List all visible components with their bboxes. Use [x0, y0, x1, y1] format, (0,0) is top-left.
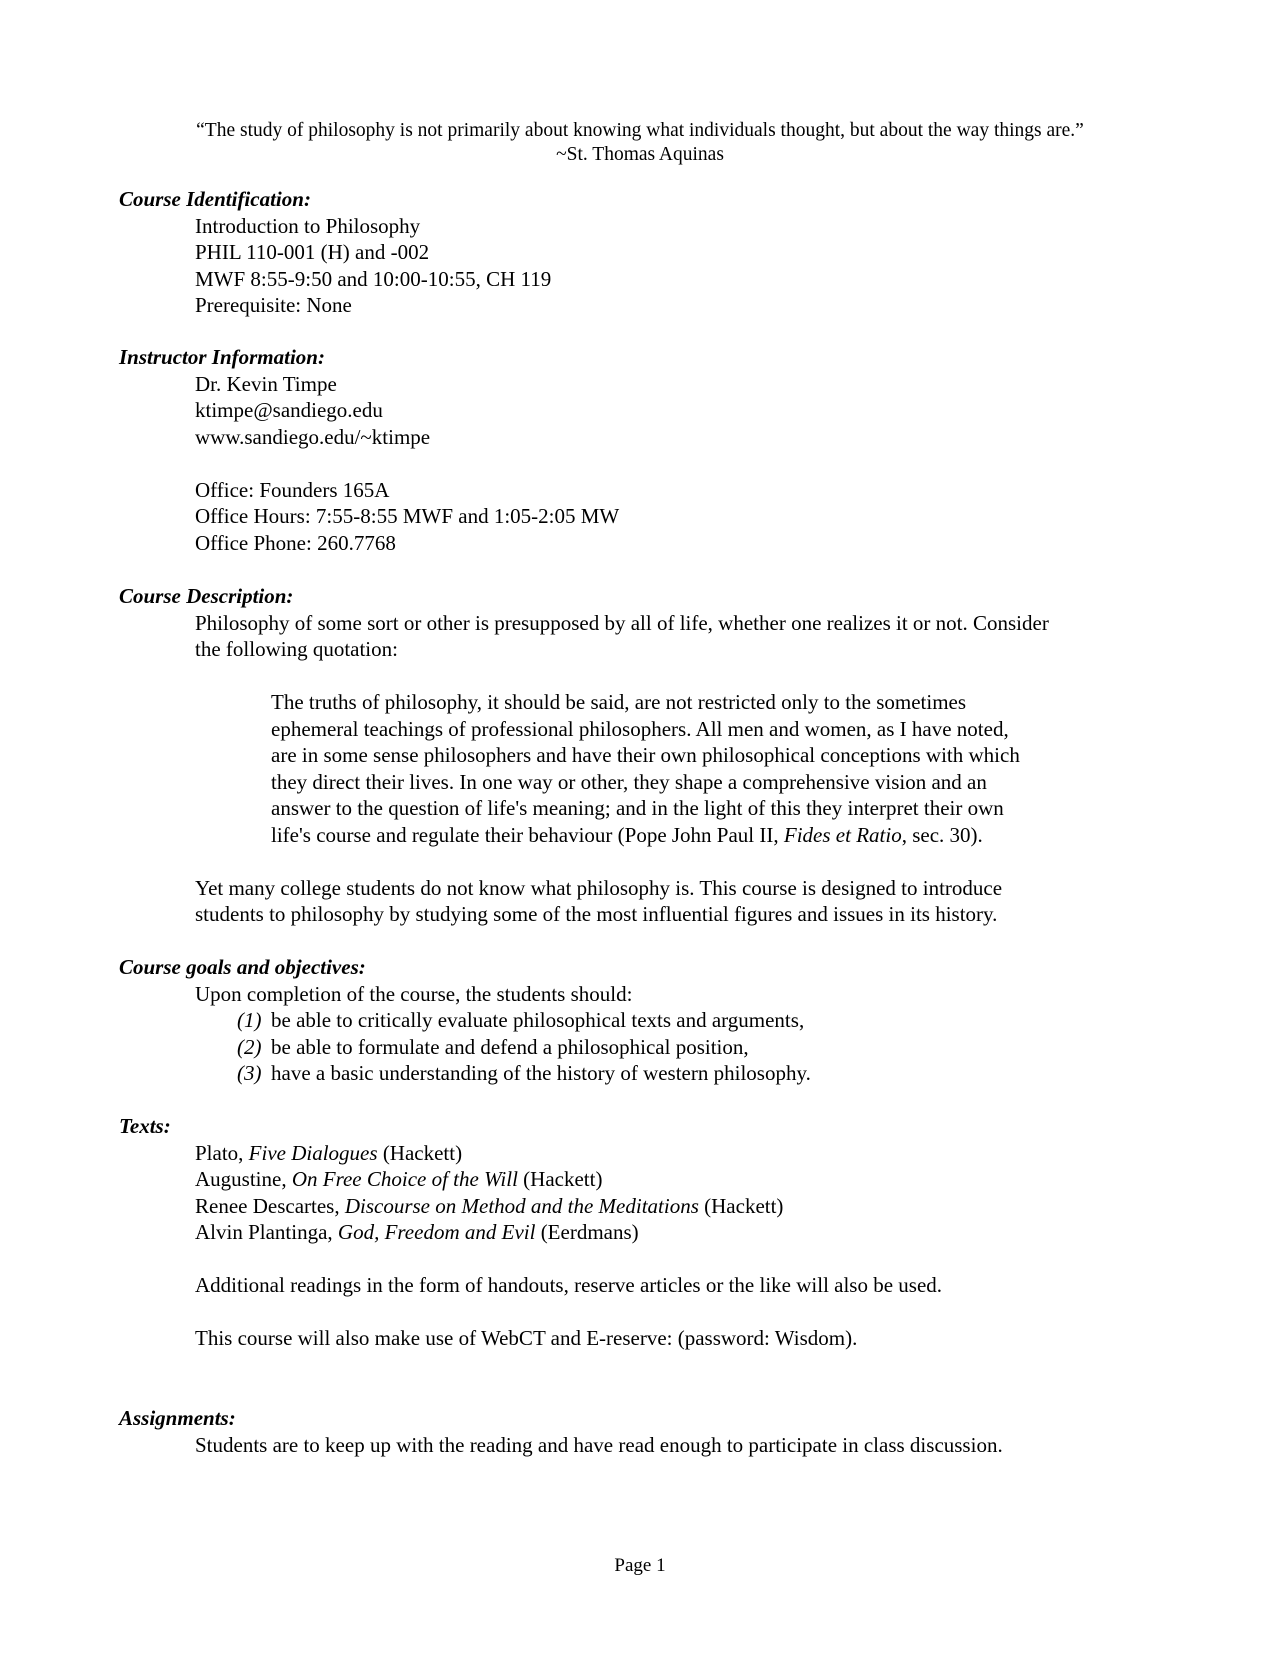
- text-book: [195, 1166, 1179, 1193]
- book-publisher: (Hackett): [517, 1167, 603, 1191]
- webct-note: This course will also make use of WebCT and E-reserve: (password: Wisdom).: [195, 1326, 858, 1350]
- assignments-text: Students are to keep up with the reading and have read enough to participate in class discussion.: [195, 1432, 1003, 1457]
- book-publisher: (Eerdmans): [535, 1220, 639, 1244]
- text-book: [195, 1219, 1179, 1246]
- course-schedule: MWF 8:55-9:50 and 10:00-10:55, CH 119: [195, 266, 552, 291]
- goal-item: [237, 1034, 1179, 1061]
- goal-number: (2): [237, 1034, 262, 1059]
- book-publisher: (Hackett): [377, 1140, 463, 1165]
- description-intro-line: the following quotation:: [195, 637, 398, 661]
- course-goals-heading: Course goals and objectives:: [119, 955, 366, 979]
- quote-source-title: Fides et Ratio: [783, 822, 902, 847]
- goal-item: [237, 1007, 1179, 1034]
- book-publisher: (Hackett): [698, 1193, 784, 1218]
- course-number: PHIL 110-001 (H) and -002: [195, 240, 430, 264]
- course-identification-section: [119, 186, 1179, 319]
- book-author: Renee Descartes,: [195, 1193, 345, 1218]
- book-author: Augustine,: [195, 1167, 292, 1191]
- text-book: [195, 1140, 1179, 1167]
- quote-last-line: [271, 822, 1091, 849]
- description-closing-line: Yet many college students do not know what philosophy is. This course is designed to introduce: [195, 875, 1003, 900]
- instructor-information-heading: Instructor Information:: [119, 345, 325, 369]
- instructor-office-phone: Office Phone: 260.7768: [195, 530, 396, 555]
- goal-text: be able to formulate and defend a philosophical position,: [271, 1034, 749, 1059]
- course-identification-heading: Course Identification:: [119, 187, 311, 211]
- book-title: Discourse on Method and the Meditations: [344, 1193, 699, 1218]
- instructor-website: www.sandiego.edu/~ktimpe: [195, 424, 431, 449]
- quote-line: ephemeral teachings of professional philosophers. All men and women, as I have noted,: [271, 716, 1009, 741]
- book-title: Five Dialogues: [248, 1140, 378, 1165]
- course-prerequisite: Prerequisite: None: [195, 293, 352, 317]
- assignments-heading: Assignments:: [119, 1406, 236, 1430]
- goal-number: (3): [237, 1061, 262, 1085]
- book-author: Plato,: [195, 1140, 249, 1165]
- goals-intro: Upon completion of the course, the students should:: [195, 981, 633, 1006]
- quote-line: The truths of philosophy, it should be said, are not restricted only to the sometimes: [271, 690, 967, 714]
- page-number: Page 1: [614, 1555, 666, 1576]
- course-description-heading: Course Description:: [119, 584, 294, 608]
- course-goals-section: [119, 954, 1179, 1087]
- instructor-office: Office: Founders 165A: [195, 477, 390, 502]
- quote-line: answer to the question of life's meaning; and in the light of this they interpret their own: [271, 796, 1004, 820]
- quote-last-before: life's course and regulate their behaviour (Pope John Paul II,: [271, 822, 784, 847]
- goal-number: (1): [237, 1008, 262, 1032]
- instructor-email: ktimpe@sandiego.edu: [195, 398, 383, 422]
- texts-heading: Texts:: [119, 1114, 171, 1138]
- goal-text: be able to critically evaluate philosophical texts and arguments,: [271, 1008, 805, 1032]
- quote-last-after: , sec. 30).: [901, 822, 983, 847]
- goal-item: [237, 1060, 1179, 1087]
- epigraph-attribution: ~St. Thomas Aquinas: [556, 144, 724, 165]
- instructor-name: Dr. Kevin Timpe: [195, 371, 337, 396]
- text-book: [195, 1193, 1179, 1220]
- book-title: On Free Choice of the Will: [291, 1167, 518, 1191]
- texts-section: [119, 1113, 1179, 1352]
- course-description-section: [119, 583, 1179, 928]
- block-quotation: [271, 689, 1091, 848]
- book-author: Alvin Plantinga,: [195, 1220, 338, 1244]
- instructor-information-section: [119, 344, 1179, 556]
- quote-line: they direct their lives. In one way or other, they shape a comprehensive vision and an: [271, 769, 987, 794]
- course-title: Introduction to Philosophy: [195, 213, 421, 238]
- epigraph-quote: “The study of philosophy is not primarily about knowing what individuals thought, but about the way things are.”: [196, 120, 1084, 141]
- assignments-section: [119, 1405, 1179, 1458]
- book-title: God, Freedom and Evil: [337, 1220, 536, 1244]
- epigraph: [0, 119, 1280, 167]
- goal-text: have a basic understanding of the history of western philosophy.: [271, 1061, 811, 1085]
- additional-readings: Additional readings in the form of handouts, reserve articles or the like will also be used.: [195, 1273, 943, 1297]
- description-closing-line: students to philosophy by studying some of the most influential figures and issues in its history.: [195, 902, 998, 926]
- description-intro-line: Philosophy of some sort or other is presupposed by all of life, whether one realizes it or not. Consider: [195, 610, 1049, 635]
- quote-line: are in some sense philosophers and have their own philosophical conceptions with which: [271, 743, 1020, 767]
- instructor-office-hours: Office Hours: 7:55-8:55 MWF and 1:05-2:05 MW: [195, 504, 620, 528]
